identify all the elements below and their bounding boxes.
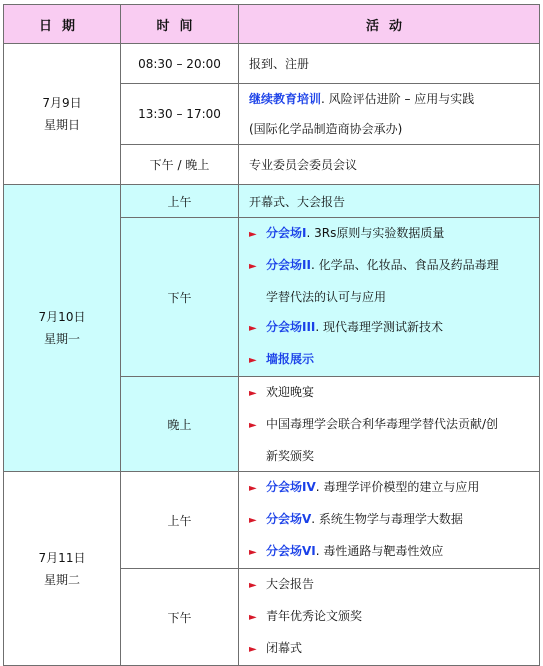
session-title: 分会场III [266,320,316,334]
bullet-arrow-icon: ► [249,644,257,655]
time-cell: 13:30 – 17:00 [121,84,239,145]
session-topic: . 风险评估进阶 – 应用与实践 [321,92,475,106]
list-item [249,344,533,376]
list-item [249,536,533,568]
weekday-text: 星期日 [43,118,80,132]
activity-cell [239,218,540,377]
list-item [249,472,533,504]
activity-text: 中国毒理学会联合利华毒理学替代法贡献/创 [266,417,499,431]
table-row [4,472,540,569]
date-text: 7月11日 [38,550,86,565]
date-cell [4,472,121,666]
bullet-arrow-icon: ► [249,323,257,334]
session-topic: . 毒性通路与靶毒性效应 [315,544,444,558]
bullet-arrow-icon: ► [249,388,257,399]
bullet-arrow-icon: ► [249,547,257,558]
list-item [249,601,533,633]
bullet-arrow-icon: ► [249,483,257,494]
session-topic: . 系统生物学与毒理学大数据 [311,512,463,526]
activity-text: 青年优秀论文颁奖 [266,609,363,623]
time-cell: 下午 [121,569,239,666]
activity-text: 专业委员会委员会议 [249,158,358,172]
session-title: 分会场IV [266,480,316,494]
session-topic: . 毒理学评价模型的建立与应用 [315,480,480,494]
time-cell: 上午 [121,472,239,569]
activity-cell [239,145,540,185]
session-topic: . 化学品、化妆品、食品及药品毒理 [310,258,499,272]
list-item [249,409,533,441]
date-cell [4,44,121,185]
bullet-arrow-icon: ► [249,420,257,431]
session-title: 分会场I [266,226,307,240]
activity-text: (国际化学品制造商协会承办) [249,122,403,136]
list-item [249,312,533,344]
activity-cell [239,185,540,218]
activity-cell [239,84,540,145]
activity-text: 欢迎晚宴 [266,385,315,399]
session-topic-continued: 学替代法的认可与应用 [266,290,387,304]
activity-cell [239,569,540,666]
activity-text-continued: 新奖颁奖 [266,449,315,463]
activity-text: 闭幕式 [266,641,303,655]
list-item [249,218,533,250]
activity-text: 开幕式、大会报告 [249,194,346,209]
activity-cell [239,44,540,84]
list-item [249,569,533,601]
activity-text: 大会报告 [266,577,315,591]
header-time: 时间 [121,5,239,44]
weekday-text: 星期一 [43,332,80,346]
table-row [4,44,540,84]
time-cell: 下午 [121,218,239,377]
header-row [4,5,540,44]
header-activity: 活动 [239,5,540,44]
activity-cell [239,377,540,472]
session-title: 墙报展示 [266,352,315,366]
list-item [249,250,533,282]
list-item [249,504,533,536]
bullet-arrow-icon: ► [249,612,257,623]
table-row [4,185,540,218]
time-cell: 08:30 – 20:00 [121,44,239,84]
bullet-arrow-icon: ► [249,580,257,591]
header-date: 日期 [4,5,121,44]
bullet-arrow-icon: ► [249,261,257,272]
time-cell: 下午 / 晚上 [121,145,239,185]
session-topic: . 3Rs原则与实验数据质量 [306,226,445,240]
session-title: 继续教育培训 [249,92,322,106]
activity-cell [239,472,540,569]
activity-text: 报到、注册 [249,57,310,71]
date-text: 7月10日 [38,310,86,324]
bullet-arrow-icon: ► [249,355,257,366]
session-title: 分会场II [266,258,311,272]
date-cell [4,185,121,472]
weekday-text: 星期二 [43,572,80,587]
date-text: 7月9日 [42,96,82,110]
schedule-table [3,4,540,666]
bullet-arrow-icon: ► [249,229,257,240]
list-item [249,633,533,665]
session-title: 分会场VI [266,544,316,558]
bullet-arrow-icon: ► [249,515,257,526]
session-title: 分会场V [266,512,312,526]
time-cell: 晚上 [121,377,239,472]
time-cell: 上午 [121,185,239,218]
list-item [249,377,533,409]
session-topic: . 现代毒理学测试新技术 [315,320,444,334]
